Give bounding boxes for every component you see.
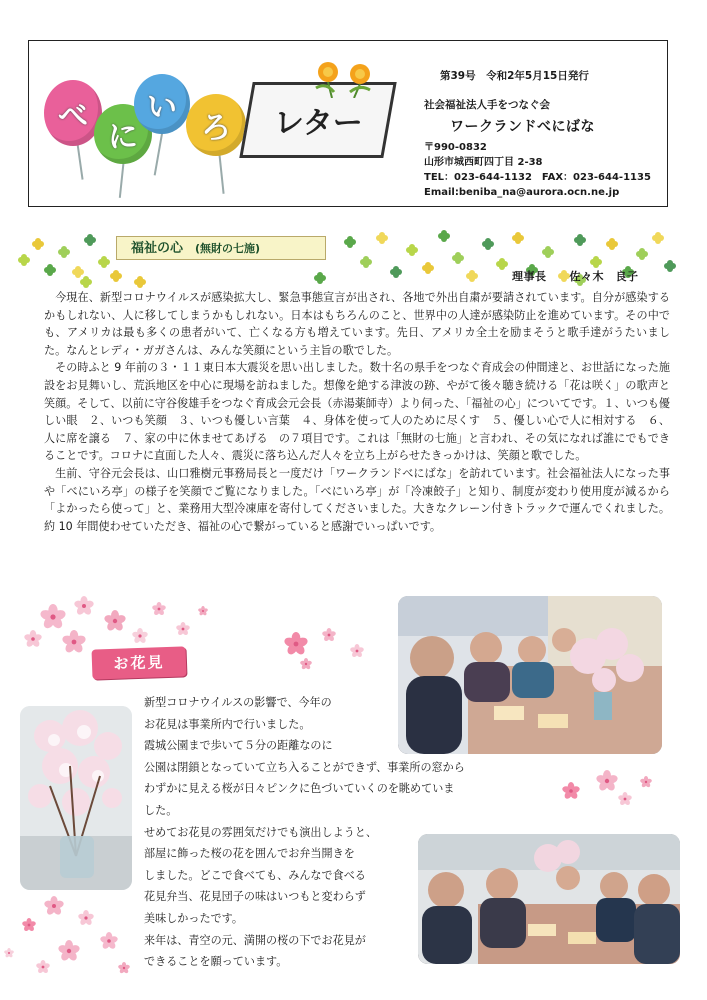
article-title — [116, 236, 326, 260]
cherry-blossom-icon — [104, 610, 126, 632]
clover-icon — [422, 262, 434, 274]
ohanami-line: わずかに見える桜が日々ピンクに色づいていくのを眺めていま — [144, 782, 455, 796]
cherry-blossom-icon — [176, 622, 190, 636]
contact-block — [424, 140, 651, 200]
ohanami-line: 新型コロナウイルスの影響で、今年の — [144, 696, 332, 709]
clover-icon — [110, 270, 122, 282]
clover-icon — [438, 230, 450, 242]
logo-letter: に — [108, 120, 138, 155]
clover-icon — [18, 254, 30, 266]
ohanami-line: 部屋に飾った桜の花を囲んでお弁当開きを — [144, 847, 355, 861]
email: Email:beniba_na@aurora.ocn.ne.jp — [424, 187, 620, 198]
logo-balloon-yellow — [186, 94, 246, 156]
logo-tail: レター — [273, 106, 363, 141]
clover-icon — [376, 232, 388, 244]
cherry-blossom-icon — [44, 896, 64, 916]
ohanami-line: した。 — [144, 803, 178, 817]
clover-icon — [590, 256, 602, 268]
organization-name: ワークランドべにばな — [450, 119, 595, 135]
cherry-blossom-icon — [100, 932, 118, 950]
clover-icon — [406, 244, 418, 256]
lunch-photo-1 — [398, 596, 662, 754]
cherry-vase-image — [20, 706, 132, 890]
clover-icon — [58, 246, 70, 258]
cherry-blossom-icon — [198, 606, 208, 616]
cherry-blossom-icon — [640, 776, 652, 788]
cherry-blossom-icon — [322, 628, 336, 642]
ohanami-line: 花見弁当、花見団子の味はいつもと変わらず — [144, 890, 366, 904]
clover-icon — [134, 276, 146, 288]
cherry-blossom-icon — [78, 910, 94, 926]
clover-icon — [80, 276, 92, 288]
clover-icon — [314, 272, 326, 284]
clover-icon — [344, 236, 356, 248]
cherry-blossom-icon — [36, 960, 50, 974]
ohanami-line: しました。どこで食べても、みんなで食べる — [144, 868, 366, 882]
article-subtitle: (無財の七施) — [195, 242, 261, 255]
clover-icon — [482, 238, 494, 250]
article-author: 理事長 佐々木 良子 — [512, 270, 639, 283]
ohanami-label: お花見 — [92, 646, 187, 679]
ohanami-line: 霞城公園まで歩いて５分の距離なのに — [144, 739, 333, 753]
ohanami-line: できることを願っています。 — [144, 955, 288, 969]
clover-icon — [652, 232, 664, 244]
logo-letter: べ — [58, 99, 88, 134]
clover-icon — [606, 238, 618, 250]
clover-icon — [664, 260, 676, 272]
clover-icon — [360, 256, 372, 268]
cherry-blossom-icon — [40, 604, 66, 630]
cherry-blossom-icon — [4, 948, 14, 958]
clover-icon — [574, 234, 586, 246]
lunch-photo-2 — [418, 834, 680, 964]
organization-type: 社会福祉法人手をつなぐ会 — [424, 99, 550, 111]
cherry-blossom-icon — [300, 658, 312, 670]
clover-icon — [636, 248, 648, 260]
cherry-blossom-icon — [132, 628, 148, 644]
lunch-photo-2-image — [418, 834, 680, 964]
clover-icon — [496, 258, 508, 270]
tel-fax: TEL：023-644-1132 FAX：023-644-1135 — [424, 172, 651, 183]
clover-icon — [390, 266, 402, 278]
clover-icon — [466, 270, 478, 282]
cherry-blossom-icon — [58, 940, 80, 962]
ohanami-line: お花見は事業所内で行いました。 — [144, 717, 311, 731]
ohanami-line: せめてお花見の雰囲気だけでも演出しようと、 — [144, 825, 377, 839]
logo-letter: い — [147, 90, 177, 125]
logo-letter: ろ — [201, 111, 231, 146]
ohanami-line: 来年は、青空の元、満開の桜の下でお花見が — [144, 933, 366, 947]
clover-icon — [542, 246, 554, 258]
postal-code: 〒990-0832 — [424, 142, 487, 153]
cherry-blossom-icon — [596, 770, 618, 792]
ohanami-line: 美味しかったです。 — [144, 911, 243, 925]
article-paragraph: 今現在、新型コロナウイルスが感染拡大し、緊急事態宣言が出され、各地で外出自粛が要請されています。自分が感染するかもしれない、人に移してしまうかもしれない。日本はもちろんのこと、世界中の人達が感染防止を進めています。その中でも、アメリカは最も多くの患者がいて、亡くなる方も増えています。先日、アメリカ全土を励まそうと歌手達がうたいました。なんとレディ・ガガさんは、みんな笑顔にという主旨の歌でした。 — [44, 291, 670, 357]
clover-icon — [44, 264, 56, 276]
cherry-blossom-icon — [62, 630, 86, 654]
ohanami-text — [144, 692, 465, 973]
clover-icon — [512, 232, 524, 244]
cherry-blossom-icon — [152, 602, 166, 616]
clover-icon — [452, 252, 464, 264]
cherry-blossom-icon — [22, 918, 36, 932]
issue-line: 第39号 令和2年5月15日発行 — [440, 70, 589, 82]
cherry-blossom-icon — [284, 632, 308, 656]
clover-icon — [84, 234, 96, 246]
ohanami-line: 公園は閉鎖となっていて立ち入ることができず、事業所の窓から — [144, 760, 465, 774]
clover-icon — [32, 238, 44, 250]
cherry-blossom-icon — [350, 644, 364, 658]
clover-icon — [98, 256, 110, 268]
address: 山形市城西町四丁目 2-38 — [424, 157, 543, 168]
cherry-blossom-icon — [24, 630, 42, 648]
cherry-blossom-icon — [74, 596, 94, 616]
logo-balloon-blue — [134, 74, 190, 134]
article-body — [44, 289, 670, 535]
article-paragraph: 生前、守谷元会長は、山口雅樹元事務局長と一度だけ「ワークランドべにばな」を訪れています。社会福祉法人になった事や「べにいろ亭」の様子を笑顔でご覧になりました。「べにいろ亭」が「冷凍餃子」と知り、制度が変わり使用度が減るから「よかったら使って」と、業務用大型冷凍庫を寄付してくださいました。大きなクレーン付きトラックで運んでくれました。約 10 年間使わせていただき、福祉の心で繋がっていると感謝でいっぱいです。 — [44, 466, 670, 533]
cherry-blossom-icon — [118, 962, 130, 974]
article-title-text: 福祉の心 — [131, 241, 184, 256]
article-paragraph: その時ふと 9 年前の３・１１東日本大震災を思い出しました。数十名の県手をつなぐ育成会の仲間達と、お世話になった施設をお見舞いし、荒浜地区を中心に現場を訪ねました。想像を絶する津波の跡、やがて後々聴き続ける「花は咲く」の歌声と笑顔。そして、以前に守谷俊雄手をつなぐ育成会元会長（赤湯薬師寺）より伺った、「福祉の心」についてです。１、いつも優しい眼 ２、いつも笑顔 ３、いつも優しい言葉 ４、身体を使って人のために尽くす ５、優しい心で人に相対する ６、人に席を譲る ７、家の中に休ませてあげる の７項目です。これは「無財の七施」と言われ、その気になれば誰にでもできることです。コロナに直面した人々、震災に落ち込んだ人々を立ち上がらせたきっかけは、笑顔と歌でした。 — [44, 361, 670, 463]
cherry-blossom-icon — [618, 792, 632, 806]
cherry-vase-photo — [20, 706, 132, 890]
safflower-icon — [306, 58, 386, 98]
lunch-photo-1-image — [398, 596, 662, 754]
cherry-blossom-icon — [562, 782, 580, 800]
